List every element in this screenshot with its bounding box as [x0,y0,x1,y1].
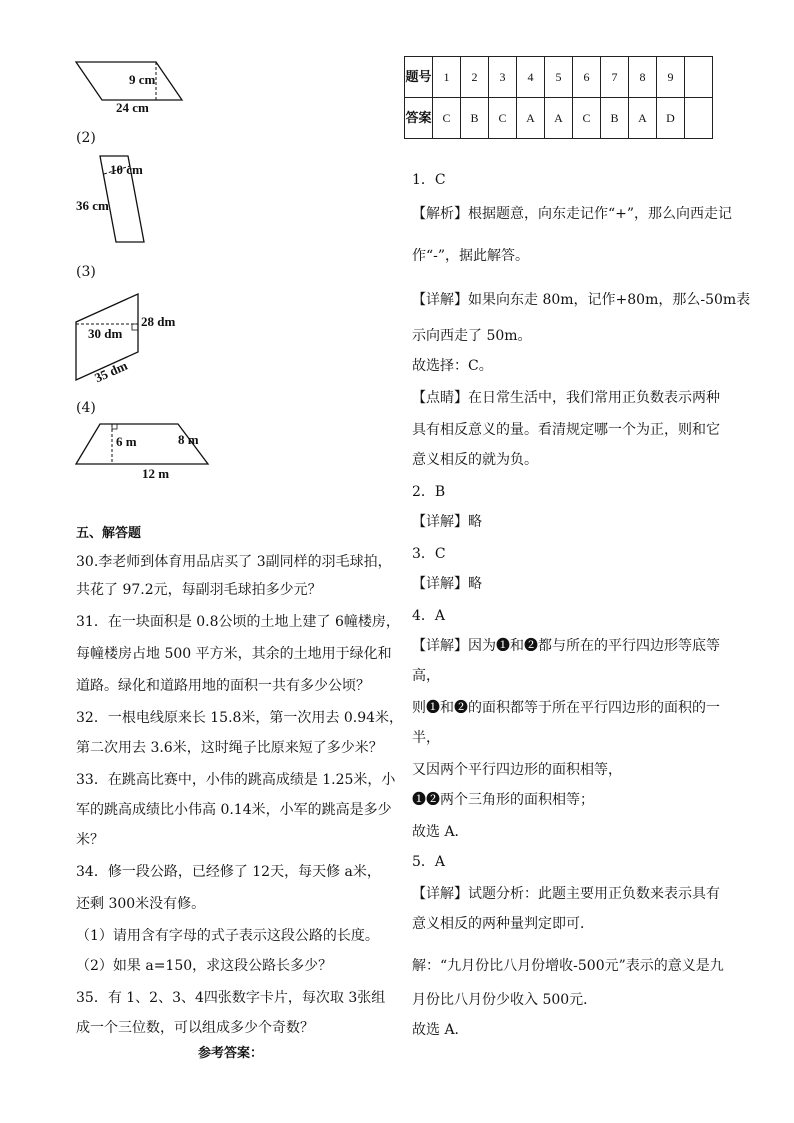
answer-table [404,56,713,139]
explanation-line: 示向西走了 50m。 [412,328,532,344]
problem-line: 31．在一块面积是 0.8公顷的土地上建了 6幢楼房， [76,614,400,630]
explanation-line: 2．B [412,484,446,500]
explanation-line: 5．A [412,854,446,870]
problem-line: 成一个三位数，可以组成多少个奇数？ [76,1020,314,1036]
explanation-line: 意义相反的两种量判定即可． [412,916,594,932]
figure-1-base-label: 24 cm [116,100,149,115]
table-cell: A [545,98,573,139]
figure-4-number: (4) [76,400,96,416]
table-cell: 7 [601,57,629,98]
explanation-line: 意义相反的就为负。 [412,452,538,468]
table-cell: A [517,98,545,139]
table-cell [685,98,713,139]
figure-2-side-label: 36 cm [76,198,109,213]
figure-3-number: (3) [76,264,96,280]
answer-table-number-row [405,57,713,98]
figure-2-number: (2) [76,130,96,146]
explanation-line: 3．C [412,546,446,562]
answer-table-header-label: 题号 [405,57,433,98]
answer-table-answer-label: 答案 [405,98,433,139]
explanation-line: 解：“九月份比八月份增收-500元”表示的意义是九 [412,958,724,974]
explanation-line: 【详解】因为❶和❷都与所在的平行四边形等底等 [412,638,720,654]
explanation-line: 故选 A． [412,824,469,840]
problem-line: 道路。绿化和道路用地的面积一共有多少公顷？ [76,678,370,694]
table-cell: B [461,98,489,139]
explanation-line: 月份比八月份少收入 500元． [412,992,598,1008]
problem-line: 第二次用去 3.6米，这时绳子比原来短了多少米？ [76,740,383,756]
table-cell: 9 [657,57,685,98]
figure-4-height-label: 6 m [116,434,137,449]
figure-2-parallelogram [76,152,166,250]
explanation-line: 高， [412,668,440,684]
problem-line: 米？ [76,832,104,848]
figure-4-base-label: 12 m [142,466,170,481]
problem-line: （1）请用含有字母的式子表示这段公路的长度。 [76,928,379,944]
table-cell [685,57,713,98]
explanation-line: 【详解】略 [412,576,482,592]
problem-line: 35．有 1、2、3、4四张数字卡片，每次取 3张组 [76,990,386,1006]
table-cell: 8 [629,57,657,98]
explanation-line: 【详解】略 [412,514,482,530]
explanation-line: 作“-”，据此解答。 [412,248,530,264]
figure-1-parallelogram [72,58,192,118]
explanation-line: ❶❷两个三角形的面积相等； [412,792,594,808]
table-cell: D [657,98,685,139]
figure-1-height-label: 9 cm [129,72,156,87]
table-cell: 4 [517,57,545,98]
explanation-line: 则❶和❷的面积都等于所在平行四边形的面积的一 [412,700,720,716]
figure-3-side-label: 35 dm [92,357,130,386]
explanation-line: 具有相反意义的量。看清规定哪一个为正，则和它 [412,422,720,438]
explanation-line: 故选 A． [412,1022,469,1038]
figure-4-parallelogram [72,420,212,482]
figure-3-base-label: 30 dm [88,326,123,341]
problem-line: 还剩 300米没有修。 [76,896,206,912]
problem-line: 32．一根电线原来长 15.8米，第一次用去 0.94米， [76,710,404,726]
figure-3-parallelogram [72,288,192,388]
explanation-line: 故选择：C。 [412,358,493,374]
table-cell: A [629,98,657,139]
explanation-line: 4．A [412,608,446,624]
table-cell: C [433,98,461,139]
figure-3-height-label: 28 dm [141,314,176,329]
explanation-line: 半， [412,730,440,746]
table-cell: C [489,98,517,139]
problem-line: 共花了 97.2元，每副羽毛球拍多少元？ [76,582,322,598]
problem-line: 33．在跳高比赛中，小伟的跳高成绩是 1.25米，小 [76,772,396,788]
table-cell: 6 [573,57,601,98]
figure-4-side-label: 8 m [178,432,199,447]
section-title: 五、解答题 [76,526,142,541]
table-cell: B [601,98,629,139]
answer-table-answer-row [405,98,713,139]
problem-line: （2）如果 a=150，求这段公路长多少？ [76,958,333,974]
table-cell: 2 [461,57,489,98]
problem-line: 30.李老师到体育用品店买了 3副同样的羽毛球拍， [76,554,392,570]
problem-line: 每幢楼房占地 500 平方米，其余的土地用于绿化和 [76,646,392,662]
explanation-line: 【详解】如果向东走 80m，记作+80m，那么-50m表 [412,292,751,308]
answer-title: 参考答案： [198,1046,264,1061]
explanation-line: 又因两个平行四边形的面积相等， [412,762,622,778]
explanation-line: 【解析】根据题意，向东走记作“+”，那么向西走记 [412,206,733,222]
problem-line: 34．修一段公路，已经修了 12天，每天修 a米， [76,864,381,880]
table-cell: 1 [433,57,461,98]
table-cell: C [573,98,601,139]
problem-line: 军的跳高成绩比小伟高 0.14米，小军的跳高是多少 [76,802,392,818]
figure-2-height-label: 10 cm [110,162,143,177]
table-cell: 3 [489,57,517,98]
table-cell: 5 [545,57,573,98]
explanation-line: 【点睛】在日常生活中，我们常用正负数表示两种 [412,390,720,406]
explanation-line: 【详解】试题分析：此题主要用正负数来表示具有 [412,886,720,902]
explanation-line: 1．C [412,172,446,188]
